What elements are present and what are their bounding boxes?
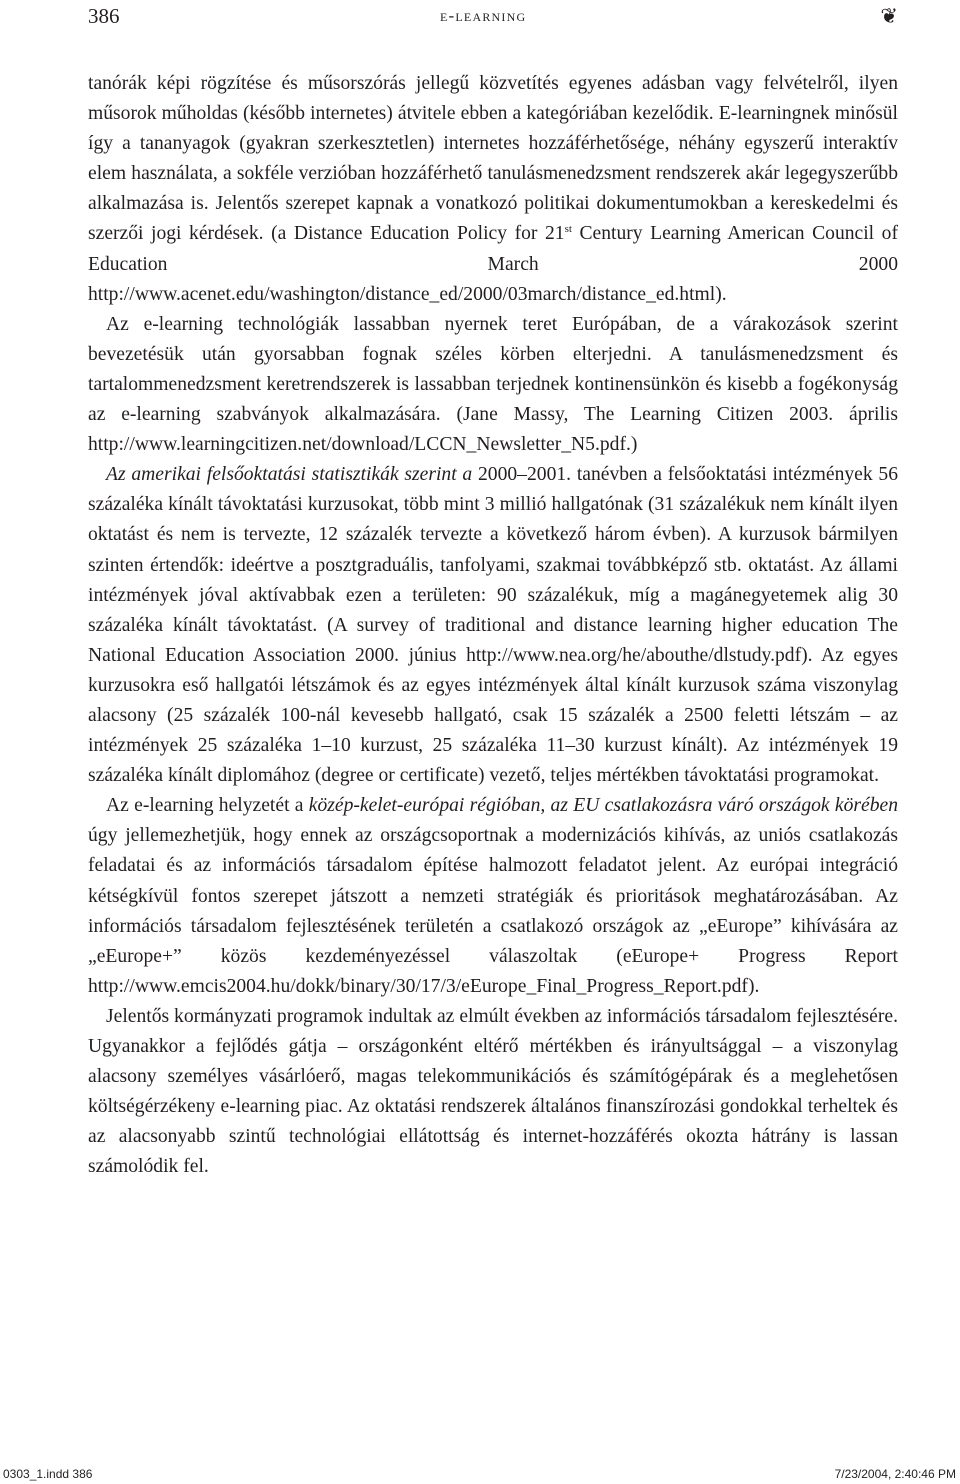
- paragraph-5: Jelentős kormányzati programok indultak az elmúlt években az információs társadalom fejlesztésére. Ugyanakkor a fejlődés gátja – országonként eltérő mértékben és irányultsággal – a viszonylag alacsony személyes vásárlóerő, magas telekommunikációs és számítógépárak és a meglehetősen költségérzékeny e-learning piac. Az oktatási rendszerek általános finanszírozási gondokkal terheltek és az alacsonyabb szintű technológiai ellátottság és internet-hozzáférés okozta hátrány is lassan számolódik fel.: [88, 1005, 898, 1178]
- paragraph-3-text: 2000–2001. tanévben a felsőoktatási intézmények 56 százaléka kínált távoktatási kurzusokat, több mint 3 millió hallgatónak (31 százalékuk nem kínált ilyen oktatást és nem is tervezte, 12 százalék tervezte a következő három évben). A kurzusok bármilyen szinten értendők: ideértve a posztgraduális, tanfolyami, szakmai továbbképző stb. oktatást. Az állami intézmények jóval aktívabbak ezen a területen: 90 százalékuk, míg a magánegyetemek alig 30 százaléka kínált távoktatást. (A survey of traditional and distance learning higher education The National Education Association 2000. június http://www.nea.org/he/abouthe/dlstudy.pdf). Az egyes kurzusokra eső hallgatói létszámok és az egyes intézmények által kínált kurzusok száma viszonylag alacsony (25 százalék 100-nál kevesebb hallgató, csak 15 százalék a 2500 feletti létszám – az intézmények 25 százaléka 1–10 kurzust, 25 százaléka 11–30 kurzust kínált). Az intézmények 19 százaléka kínált diplomához (degree or certificate) vezető, teljes mértékben távoktatási programokat.: [88, 464, 899, 787]
- page-number: 386: [88, 4, 120, 28]
- paragraph-3: [88, 460, 898, 791]
- paragraph-4-start: Az e-learning helyzetét a: [106, 795, 309, 817]
- paragraph-1-text: tanórák képi rögzítése és műsorszórás jellegű közvetítés egyenes adásban vagy felvételről, ilyen műsorok műholdas (később internetes) átvitele ebben a kategóriában kezelődik. E-learningnek minősül így a tananyagok (gyakran szerkesztetlen) internetes hozzáférhetősége, néhány egyszerű interaktív elem használata, a sokféle verzióban hozzáférhető tanulásmenedzsment rendszerek akár legegyszerűbb alkalmazása is. Jelentős szerepet kapnak a vonatkozó politikai dokumentumokban a kereskedelmi és szerzői jogi kérdések. (a Distance Education Policy for 21: [88, 73, 898, 245]
- print-slug: [0, 1464, 960, 1484]
- superscript-st: st: [564, 223, 572, 236]
- page-header: [88, 4, 898, 32]
- paragraph-4: [88, 791, 898, 1002]
- paragraph-4-end: úgy jellemezhetjük, hogy ennek az országcsoportnak a modernizációs kihívás, az uniós csatlakozás feladatai és az információs társadalom építése halmozott feladatot jelent. Az európai integráció kétségkívül fontos szerepet játszott a nemzeti stratégiák és prioritások meghatározásában. Az információs társadalom fejlesztésének területén a csatlakozó országok az „eEurope” kihívására az „eEurope+” közös kezdeményezéssel válaszoltak (eEurope+ Progress Report http://www.emcis2004.hu/dokk/binary/30/17/3/eEurope_Final_Progress_Report.pdf).: [88, 825, 898, 997]
- paragraph-3-italic: Az amerikai felsőoktatási statisztikák szerint a: [106, 464, 473, 486]
- paragraph-4-italic: közép-kelet-európai régióban, az EU csatlakozásra váró országok körében: [308, 795, 898, 817]
- paragraph-1: [88, 69, 898, 310]
- running-head: e-learning: [440, 6, 527, 25]
- slug-timestamp: 7/23/2004, 2:40:46 PM: [834, 1467, 956, 1481]
- body-text: [88, 69, 898, 1182]
- paragraph-2: Az e-learning technológiák lassabban nyernek teret Európában, de a várakozások szerint bevezetésük után gyorsabban fognak széles körben elterjedni. A tanulásmenedzsment és tartalommenedzsment keretrendszerek is lassabban terjednek kontinensünkön és kisebb a fogékonyság az e-learning szabványok alkalmazására. (Jane Massy, The Learning Citizen 2003. április http://www.learningcitizen.net/download/LCCN_Newsletter_N5.pdf.): [88, 313, 898, 456]
- fleuron-icon: ❦: [880, 4, 898, 28]
- slug-filename: 0303_1.indd 386: [3, 1467, 93, 1481]
- paragraph-1-end: Century Learning American Council of Education March 2000 http://www.acenet.edu/washington/distance_ed/2000/03march/distance_ed.html).: [88, 223, 898, 305]
